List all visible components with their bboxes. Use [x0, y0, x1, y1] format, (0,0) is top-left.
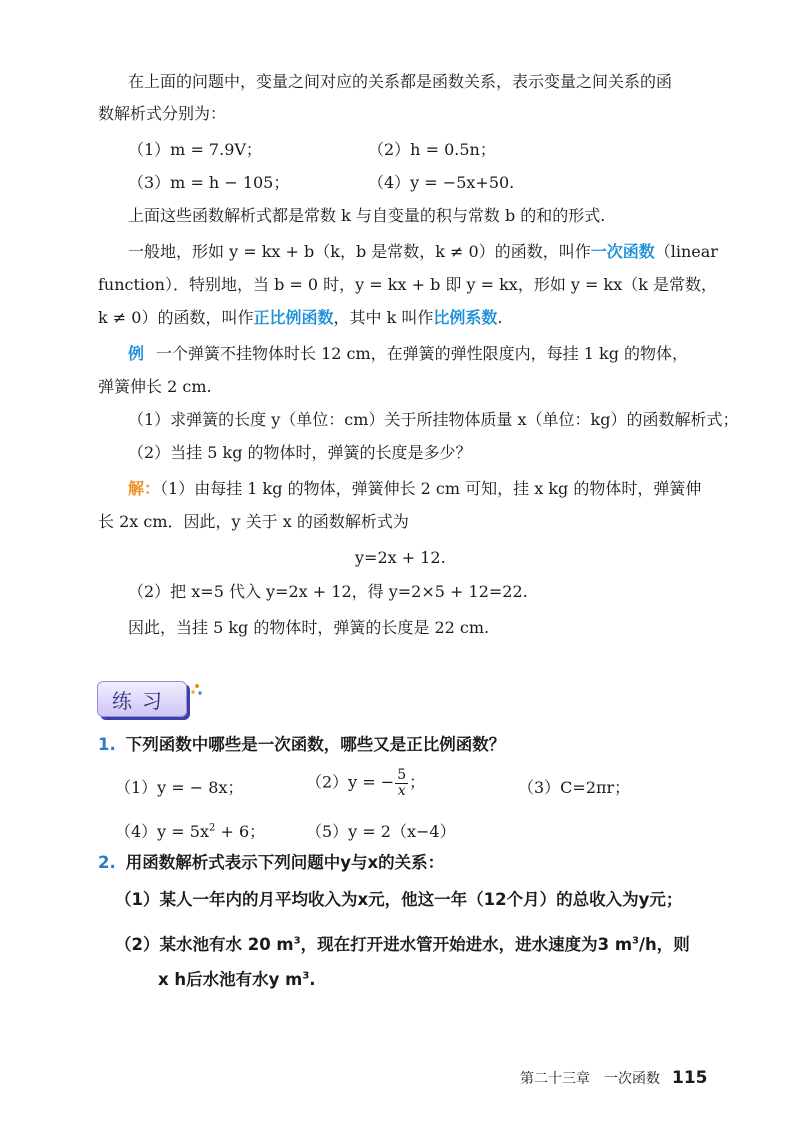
solution-line-1	[128, 479, 701, 498]
exercise-2-text: 用函数解析式表示下列问题中y与x的关系：	[125, 853, 445, 872]
definition-line-2: function）．特别地，当 b = 0 时，y = kx + b 即 y = kx，形如 y = kx（k 是常数，	[98, 275, 718, 294]
page-number: 115	[672, 1068, 708, 1088]
definition-text: ，其中 k 叫作	[333, 308, 434, 327]
exercise-1-item-2	[306, 768, 425, 798]
solution-label: 解：	[128, 479, 161, 498]
intro-line-1: 在上面的问题中，变量之间对应的关系都是函数关系，表示变量之间关系的函	[128, 72, 673, 91]
exercise-2-part-2	[115, 935, 690, 955]
formula-4: （4）y = −5x+50.	[368, 173, 515, 192]
item-4-rest: + 6；	[215, 822, 266, 841]
part-2-text: /h，则	[638, 935, 690, 954]
term-proportional-function: 正比例函数	[253, 308, 334, 327]
item-4-lhs: （4）y = 5x	[115, 822, 210, 841]
formula-3: （3）m = h − 105；	[128, 173, 290, 192]
definition-text: k ≠ 0）的函数，叫作	[98, 308, 254, 327]
decoration-dots-icon	[190, 683, 204, 697]
unit-exponent: 3	[302, 970, 310, 982]
exercise-2-number: 2.	[98, 853, 116, 872]
exercise-2-part-1: （1）某人一年内的月平均收入为x元，他这一年（12个月）的总收入为y元；	[115, 890, 683, 909]
solution-line-4: 因此，当挂 5 kg 的物体时，弹簧的长度是 22 cm.	[128, 618, 490, 637]
item-4-exponent: 2	[209, 822, 216, 834]
page-footer	[520, 1068, 708, 1088]
definition-line-3	[98, 308, 502, 327]
exercise-2-part-2-line-2	[158, 970, 316, 990]
exercise-1-item-4	[115, 822, 265, 841]
fraction-denominator: x	[397, 782, 406, 799]
exercise-2	[98, 853, 444, 873]
definition-text: （linear	[654, 242, 718, 261]
part-2-text: （2）某水池有水 20 m	[115, 935, 294, 954]
exercise-1-item-1: （1）y = − 8x；	[115, 778, 244, 797]
exercise-1-item-5: （5）y = 2（x−4）	[306, 822, 456, 841]
solution-line-3: （2）把 x=5 代入 y=2x + 12，得 y=2×5 + 12=22.	[128, 582, 528, 601]
part-2-text: .	[309, 970, 316, 989]
fraction	[395, 768, 408, 798]
form-note: 上面这些函数解析式都是常数 k 与自变量的积与常数 b 的和的形式.	[128, 206, 606, 225]
solution-equation: y=2x + 12.	[355, 548, 446, 567]
example-line-2: 弹簧伸长 2 cm.	[98, 377, 212, 396]
part-2-text: ，现在打开进水管开始进水，进水速度为3 m	[300, 935, 633, 954]
unit-exponent: 3	[632, 935, 639, 947]
item-2-lhs: （2）y = −	[306, 772, 395, 792]
part-2-text: x h后水池有水y m	[158, 970, 303, 989]
practice-heading: 练习	[97, 681, 187, 717]
term-coefficient: 比例系数	[433, 308, 498, 327]
example-question-2: （2）当挂 5 kg 的物体时，弹簧的长度是多少？	[128, 443, 472, 462]
definition-text: 一般地，形如 y = kx + b（k，b 是常数，k ≠ 0）的函数，叫作	[128, 242, 591, 261]
solution-line-2: 长 2x cm．因此，y 关于 x 的函数解析式为	[98, 512, 409, 531]
fraction-numerator: 5	[397, 767, 407, 783]
solution-text: （1）由每挂 1 kg 的物体，弹簧伸长 2 cm 可知，挂 x kg 的物体时，弹簧伸	[160, 479, 702, 498]
definition-line-1	[128, 242, 718, 261]
item-2-end: ；	[409, 772, 426, 792]
exercise-1-text: 下列函数中哪些是一次函数，哪些又是正比例函数？	[125, 735, 506, 754]
definition-text: .	[497, 308, 503, 327]
term-linear-function: 一次函数	[590, 242, 655, 261]
formula-2: （2）h = 0.5n；	[368, 140, 496, 159]
unit-exponent: 3	[293, 935, 301, 947]
example-line-1	[128, 344, 688, 363]
exercise-1	[98, 735, 505, 755]
chapter-title: 第二十三章 一次函数	[520, 1071, 660, 1087]
exercise-1-item-3: （3）C=2πr；	[518, 778, 631, 797]
example-text: 一个弹簧不挂物体时长 12 cm，在弹簧的弹性限度内，每挂 1 kg 的物体，	[156, 344, 689, 363]
example-question-1: （1）求弹簧的长度 y（单位：cm）关于所挂物体质量 x（单位：kg）的函数解析式；	[128, 410, 739, 429]
formula-1: （1）m = 7.9V；	[128, 140, 262, 159]
exercise-1-number: 1.	[98, 735, 116, 754]
example-label: 例	[128, 344, 145, 363]
intro-line-2: 数解析式分别为：	[98, 104, 227, 123]
